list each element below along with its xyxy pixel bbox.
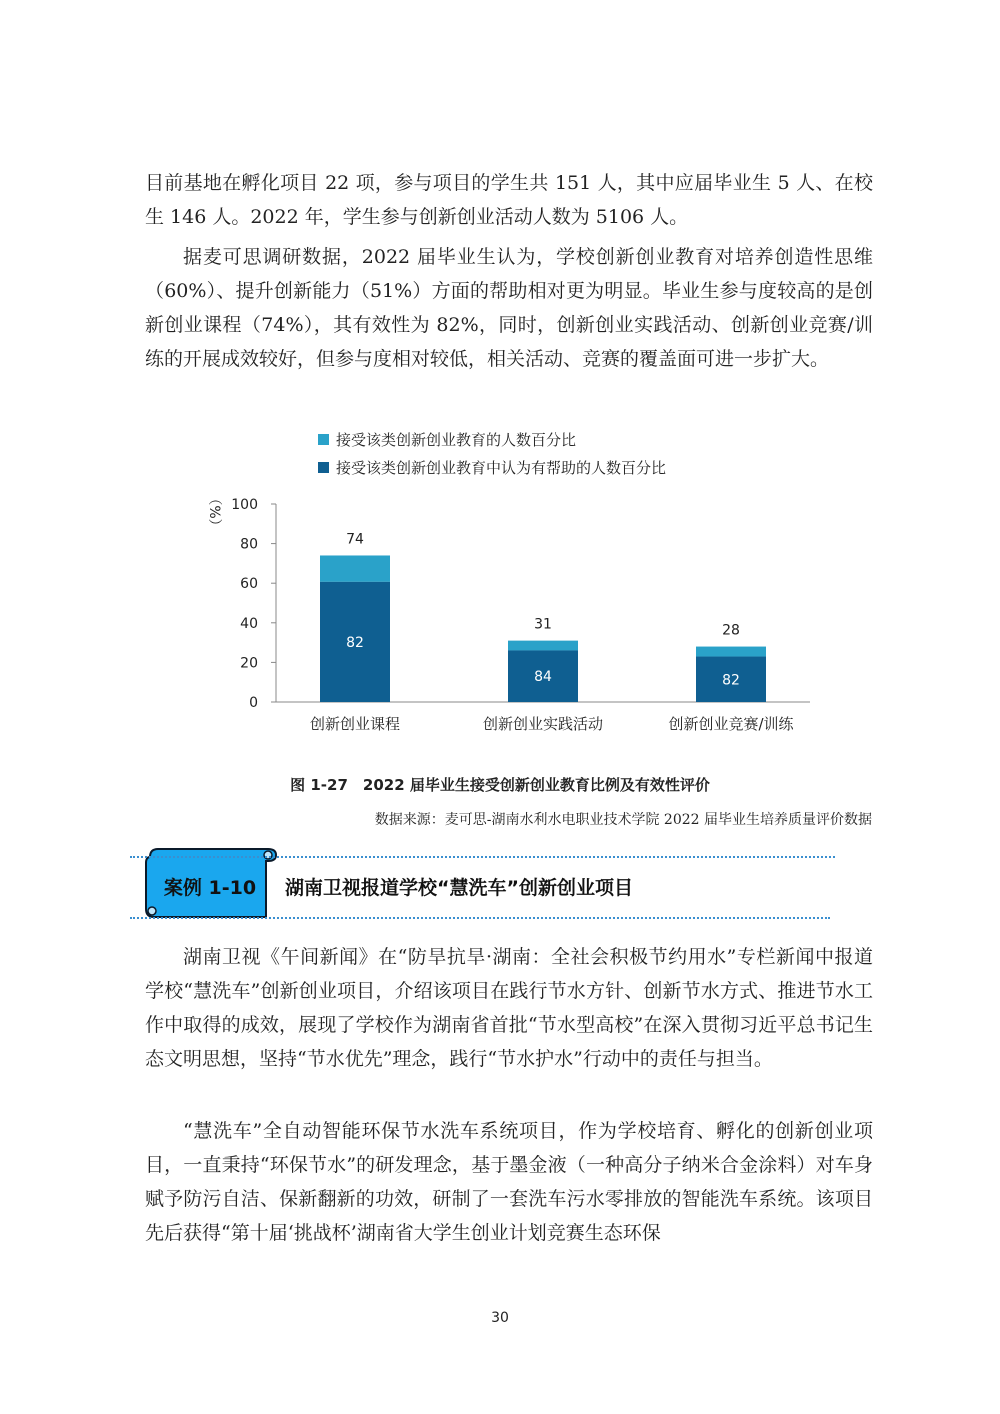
data-label-top-0: 74 bbox=[346, 531, 364, 548]
page-number: 30 bbox=[491, 1310, 509, 1326]
paragraph-incubation: 目前基地在孵化项目 22 项，参与项目的学生共 151 人，其中应届毕业生 5 人、在校生 146 人。2022 年，学生参与创新创业活动人数为 5106 人。 bbox=[145, 172, 873, 228]
case-title: 湖南卫视报道学校“慧洗车”创新创业项目 bbox=[285, 877, 633, 899]
bar-total-2 bbox=[696, 647, 766, 657]
case-header bbox=[140, 843, 840, 923]
x-tick-label-2: 创新创业竞赛/训练 bbox=[668, 715, 794, 733]
legend-swatch-1 bbox=[318, 462, 329, 473]
data-label-top-1: 31 bbox=[534, 616, 552, 633]
figure-source: 数据来源：麦可思-湖南水利水电职业技术学院 2022 届毕业生培养质量评价数据 bbox=[374, 812, 872, 828]
case-label: 案例 1-10 bbox=[163, 877, 257, 899]
case-paragraph-project: “慧洗车”全自动智能环保节水洗车系统项目，作为学校培育、孵化的创新创业项目，一直秉持“环保节水”的研发理念，基于墨金液（一种高分子纳米合金涂料）对车身赋予防污自洁、保新翻新的功效，研制了一套洗车污水零排放的智能洗车系统。该项目先后获得“第十届‘挑战杯’湖南省大学生创业计划竞赛生态环保 bbox=[145, 1120, 873, 1244]
divider-top bbox=[130, 856, 835, 858]
y-tick-label-1: 20 bbox=[240, 655, 258, 672]
figure-caption: 图 1-27 2022 届毕业生接受创新创业教育比例及有效性评价 bbox=[290, 776, 710, 794]
chart-legend bbox=[318, 431, 666, 477]
y-tick-label-3: 60 bbox=[240, 576, 258, 593]
data-label-inner-2: 82 bbox=[722, 672, 740, 689]
legend-label-0: 接受该类创新创业教育的人数百分比 bbox=[336, 431, 577, 449]
x-tick-label-0: 创新创业课程 bbox=[309, 715, 401, 733]
legend-swatch-0 bbox=[318, 434, 329, 445]
case-paragraph-news: 湖南卫视《午间新闻》在“防旱抗旱·湖南：全社会积极节约用水”专栏新闻中报道学校“慧洗车”创新创业项目，介绍该项目在践行节水方针、创新节水方式、推进节水工作中取得的成效，展现了学校作为湖南省首批“节水型高校”在深入贯彻习近平总书记生态文明思想，坚持“节水优先”理念，践行“节水护水”行动中的责任与担当。 bbox=[145, 946, 873, 1070]
x-tick-label-1: 创新创业实践活动 bbox=[482, 715, 604, 733]
bar-total-1 bbox=[508, 641, 578, 651]
y-tick-label-0: 0 bbox=[249, 695, 258, 711]
bar-total-0 bbox=[320, 555, 390, 581]
y-tick-label-5: 100 bbox=[231, 497, 258, 513]
data-label-inner-0: 82 bbox=[346, 634, 364, 651]
divider-bottom bbox=[130, 917, 830, 919]
data-label-top-2: 28 bbox=[722, 622, 740, 639]
legend-label-1: 接受该类创新创业教育中认为有帮助的人数百分比 bbox=[336, 459, 667, 477]
data-label-inner-1: 84 bbox=[534, 669, 552, 686]
y-tick-label-4: 80 bbox=[240, 536, 258, 553]
y-tick-label-2: 40 bbox=[240, 615, 258, 632]
y-axis-label: （%） bbox=[206, 491, 222, 533]
paragraph-survey: 据麦可思调研数据，2022 届毕业生认为，学校创新创业教育对培养创造性思维（60%）、提升创新能力（51%）方面的帮助相对更为明显。毕业生参与度较高的是创新创业课程（74%），其有效性为 82%，同时，创新创业实践活动、创新创业竞赛/训练的开展成效较好，但参与度相对较低，相关活动、竞赛的覆盖面可进一步扩大。 bbox=[145, 246, 873, 370]
